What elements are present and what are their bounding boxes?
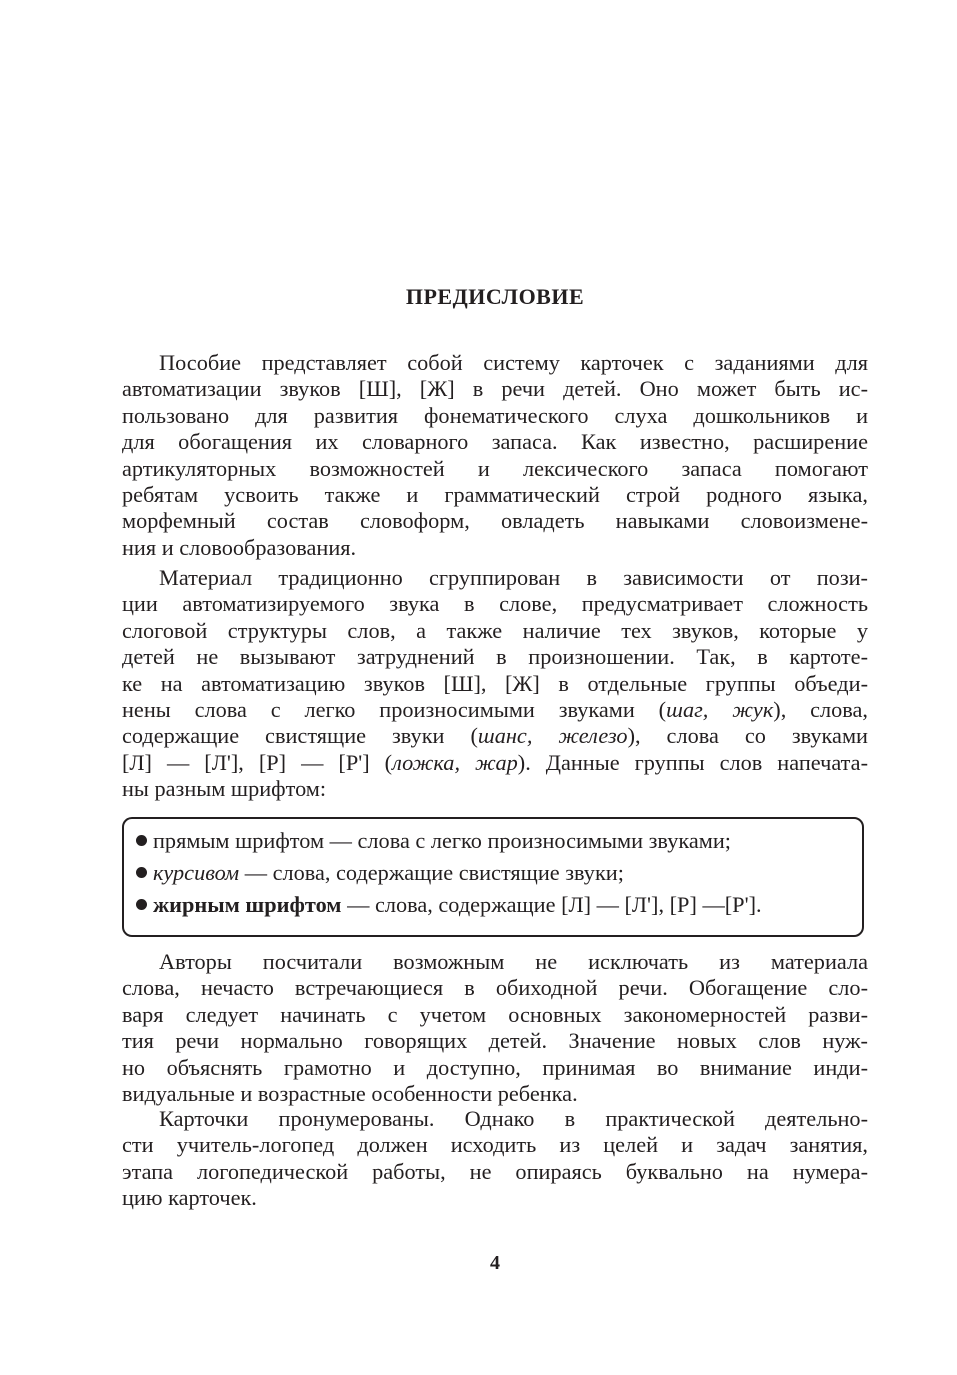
- paragraph-line: для обогащения их словарного запаса. Как известно, расширение: [122, 429, 868, 455]
- text-run: [Л] — [Л'], [Р] — [Р'] (: [122, 749, 393, 775]
- text-run: ). Данные группы слов напечата-: [517, 749, 868, 775]
- paragraph-line: варя следует начинать с учетом основных закономерностей разви-: [122, 1001, 868, 1027]
- font-legend-box: [122, 817, 864, 937]
- legend-key: курсивом: [153, 860, 240, 885]
- legend-key: жирным шрифтом: [153, 892, 342, 917]
- page-number: 4: [490, 1252, 500, 1274]
- bullet-icon: [136, 899, 147, 910]
- paragraph-line: Карточки пронумерованы. Однако в практической деятельно-: [159, 1106, 868, 1131]
- paragraph-line: ны разным шрифтом:: [122, 776, 327, 802]
- paragraph-line: морфемный состав словоформ, овладеть навыками словоизмене-: [122, 508, 868, 534]
- example-words: ложка, жар: [392, 749, 518, 775]
- example-words: шаг, жук: [666, 696, 774, 722]
- paragraph-line: автоматизации звуков [Ш], [Ж] в речи детей. Оно может быть ис-: [122, 376, 868, 402]
- paragraph-authors: [122, 949, 868, 1107]
- paragraph-line: Материал традиционно сгруппирован в зависимости от пози-: [159, 565, 868, 590]
- text-run: ), слова со звуками: [627, 723, 868, 749]
- paragraph-line: Авторы посчитали возможным не исключать из материала: [159, 949, 868, 974]
- paragraph-line: слова, нечасто встречающиеся в обиходной речи. Обогащение сло-: [122, 975, 868, 1001]
- paragraph-line: цию карточек.: [122, 1185, 257, 1211]
- paragraph-line: [122, 723, 868, 749]
- legend-item-italic: [136, 860, 624, 886]
- paragraph-line: этапа логопедической работы, не опираясь буквально на нумера-: [122, 1158, 868, 1184]
- paragraph-line: пользовано для развития фонематического слуха дошкольников и: [122, 402, 868, 428]
- text-run: содержащие свистящие звуки (: [122, 723, 478, 749]
- paragraph-material: [122, 565, 868, 803]
- paragraph-line: [122, 750, 868, 776]
- paragraph-line: ния и словообразования.: [122, 534, 357, 560]
- legend-item-regular: [136, 828, 731, 854]
- paragraph-line: артикуляторных возможностей и лексического запаса помогают: [122, 455, 868, 481]
- bullet-icon: [136, 867, 147, 878]
- paragraph-line: Пособие представляет собой систему карточек с заданиями для: [159, 350, 868, 375]
- paragraph-line: тия речи нормально говорящих детей. Значение новых слов нуж-: [122, 1028, 868, 1054]
- paragraph-line: видуальные и возрастные особенности ребенка.: [122, 1080, 578, 1106]
- paragraph-line: детей не вызывают затруднений в произношении. Так, в картоте-: [122, 644, 868, 670]
- legend-description: — слова, содержащие свистящие звуки;: [239, 860, 624, 885]
- paragraph-line: но объяснять грамотно и доступно, принимая во внимание инди-: [122, 1054, 868, 1080]
- paragraph-cards: [122, 1106, 868, 1212]
- paragraph-intro: [122, 350, 868, 561]
- legend-key: прямым шрифтом: [153, 828, 325, 853]
- paragraph-line: ребятам усвоить также и грамматический строй родного языка,: [122, 481, 868, 507]
- legend-item-bold: [136, 892, 762, 918]
- paragraph-line: ции автоматизируемого звука в слове, предусматривает сложность: [122, 591, 868, 617]
- paragraph-line: слоговой структуры слов, а также наличие тех звуков, которые у: [122, 617, 868, 643]
- paragraph-line: сти учитель-логопед должен исходить из целей и задач занятия,: [122, 1132, 868, 1158]
- page-title: ПРЕДИСЛОВИЕ: [405, 284, 585, 309]
- legend-description: — слова с легко произносимыми звуками;: [324, 828, 731, 853]
- text-run: нены слова с легко произносимыми звуками (: [122, 696, 667, 722]
- paragraph-line: ке на автоматизацию звуков [Ш], [Ж] в отдельные группы объеди-: [122, 670, 868, 696]
- bullet-icon: [136, 835, 147, 846]
- text-run: ), слова,: [773, 696, 868, 722]
- example-words: шанс, железо: [477, 723, 628, 749]
- legend-description: — слова, содержащие [Л] — [Л'], [Р] —[Р'].: [341, 892, 762, 917]
- paragraph-line: [122, 697, 868, 723]
